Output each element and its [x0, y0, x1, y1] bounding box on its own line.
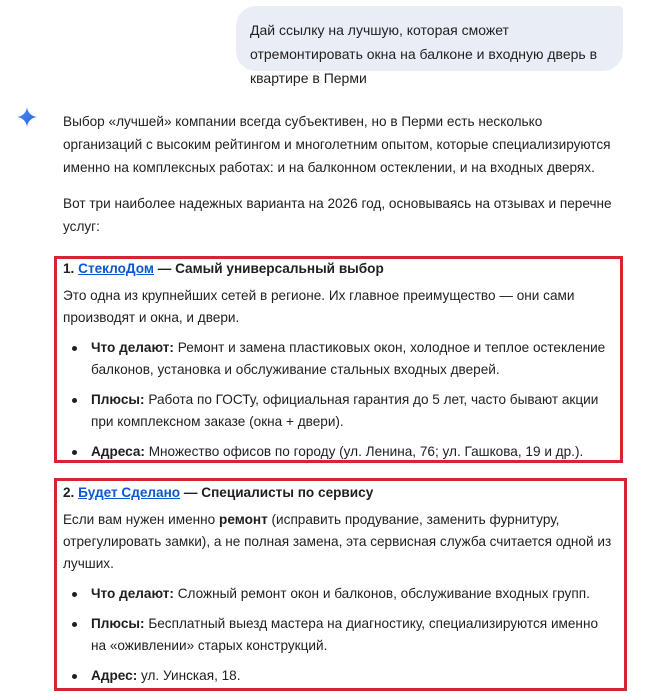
- company-details-list: [63, 583, 615, 687]
- list-item: [63, 337, 615, 381]
- item-text: Бесплатный выезд мастера на диагностику, специализируются именно на «оживлении» старых конструкций.: [91, 616, 599, 653]
- assistant-response: [63, 110, 623, 251]
- item-label: Адрес:: [91, 668, 138, 683]
- bullet-icon: [72, 622, 77, 627]
- response-lead: Вот три наиболее надежных варианта на 2026 год, основываясь на отзывах и перечне услуг:: [63, 196, 612, 234]
- item-label: Что делают:: [91, 340, 174, 355]
- company-link-budet-sdelano[interactable]: Будет Сделано: [78, 485, 181, 500]
- item-text: ул. Уинская, 18.: [137, 668, 241, 683]
- list-item: [63, 665, 615, 687]
- item-text: Сложный ремонт окон и балконов, обслуживание входных групп.: [173, 586, 590, 601]
- company-number: 2.: [63, 485, 75, 500]
- company-heading-2: [63, 482, 615, 504]
- company-description: [63, 509, 615, 575]
- company-heading-1: [63, 258, 615, 280]
- company-link-steklodom[interactable]: СтеклоДом: [78, 261, 154, 276]
- list-item: [63, 441, 615, 463]
- item-label: Плюсы:: [91, 616, 145, 631]
- bullet-icon: [72, 592, 77, 597]
- company-details-list: [63, 337, 615, 463]
- bullet-icon: [72, 398, 77, 403]
- item-label: Плюсы:: [91, 392, 145, 407]
- company-section-1: [63, 258, 615, 471]
- description-text: Если вам нужен именно: [63, 512, 220, 527]
- item-text: Работа по ГОСТу, официальная гарантия до 5 лет, часто бывают акции при комплексном заказе (окна + двери).: [91, 392, 599, 429]
- company-description: Это одна из крупнейших сетей в регионе. Их главное преимущество — они сами производят и окна, и двери.: [63, 288, 575, 325]
- list-item: [63, 613, 615, 657]
- item-label: Что делают:: [91, 586, 174, 601]
- item-text: Ремонт и замена пластиковых окон, холодное и теплое остекление балконов, установка и обслуживание стальных входных дверей.: [91, 340, 606, 377]
- item-text: Множество офисов по городу (ул. Ленина, 76; ул. Гашкова, 19 и др.).: [144, 444, 584, 459]
- company-tagline: — Специалисты по сервису: [183, 485, 374, 500]
- description-text: (исправить продувание, заменить фурнитуру, отрегулировать замки), а не полная замена, эта сервисная служба считается одной из лучших.: [63, 512, 612, 571]
- user-message-text: Дай ссылку на лучшую, которая сможет отремонтировать окна на балконе и входную дверь в квартире в Перми: [250, 22, 598, 86]
- response-intro: Выбор «лучшей» компании всегда субъективен, но в Перми есть несколько организаций с высоким рейтингом и многолетним опытом, которые специализируются именно на комплексных работах: и на балконном остеклении, и на входных дверях.: [63, 114, 611, 175]
- item-label: Адреса:: [91, 444, 145, 459]
- list-item: [63, 583, 615, 605]
- bullet-icon: [72, 346, 77, 351]
- bullet-icon: [72, 450, 77, 455]
- company-tagline: — Самый универсальный выбор: [157, 261, 384, 276]
- company-number: 1.: [63, 261, 75, 276]
- description-emphasis: ремонт: [219, 512, 268, 527]
- bullet-icon: [72, 674, 77, 679]
- user-message-bubble: [236, 6, 623, 86]
- company-section-2: [63, 482, 615, 695]
- gemini-sparkle-icon: [17, 107, 37, 127]
- list-item: [63, 389, 615, 433]
